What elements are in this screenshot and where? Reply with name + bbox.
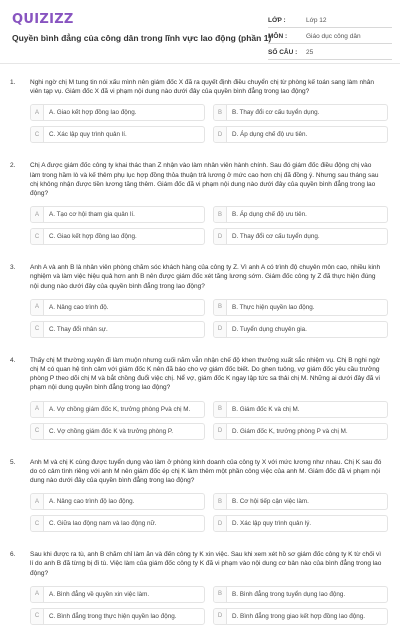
option-text: C. Vợ chồng giám đốc K và trưởng phòng P. bbox=[49, 427, 174, 435]
option-letter: C bbox=[31, 229, 44, 244]
question-item bbox=[0, 161, 400, 245]
option-text: A. Tạo cơ hội tham gia quản lí. bbox=[49, 211, 135, 219]
answer-option-b[interactable] bbox=[213, 299, 388, 316]
header-divider bbox=[0, 63, 400, 64]
answer-option-b[interactable] bbox=[213, 586, 388, 603]
question-number: 2. bbox=[10, 162, 16, 170]
option-text: A. Vợ chồng giám đốc K, trưởng phòng Pvà chị M. bbox=[49, 405, 191, 413]
question-number: 4. bbox=[10, 356, 16, 364]
option-text: A. Bình đẳng về quyền xin việc làm. bbox=[49, 590, 150, 598]
option-text: D. Giám đốc K, trưởng phòng P và chị M. bbox=[232, 427, 348, 435]
question-body bbox=[30, 161, 388, 245]
option-letter: D bbox=[214, 609, 227, 624]
meta-value: 25 bbox=[306, 49, 314, 56]
answer-options bbox=[30, 299, 388, 338]
option-text: C. Giao kết hợp đồng lao động. bbox=[49, 233, 137, 241]
answer-option-c[interactable] bbox=[30, 608, 205, 625]
option-text: D. Áp dụng chế độ ưu tiên. bbox=[232, 131, 308, 139]
option-text: B. Cơ hội tiếp cận việc làm. bbox=[232, 498, 309, 506]
question-text: Chị A được giám đốc công ty khai thác than Z nhận vào làm nhân viên hành chính. Sau đó giám đốc điều động chị vào làm trong hầm lò và kế thêm phụ lục hợp đồng thỏa thuận trả lương ở mức cao hơn chị đã đồng ý. Nhưng sau tháng sau chị không nhận được tiền lương tăng thêm. Giám đốc đã vi phạm nội dung nào dưới đây của quyền bình đẳng trong lao động? bbox=[30, 162, 379, 198]
option-letter: A bbox=[31, 105, 44, 120]
option-letter: B bbox=[214, 300, 227, 315]
question-body bbox=[30, 458, 388, 533]
question-item bbox=[0, 458, 400, 533]
option-letter: A bbox=[31, 587, 44, 602]
question-body bbox=[30, 263, 388, 338]
option-letter: B bbox=[214, 587, 227, 602]
answer-options bbox=[30, 401, 388, 440]
option-letter: C bbox=[31, 322, 44, 337]
option-text: B. Thay đổi cơ cấu tuyển dụng. bbox=[232, 109, 320, 117]
option-letter: A bbox=[31, 207, 44, 222]
question-body bbox=[30, 78, 388, 143]
quizizz-logo: QUIZIZZ bbox=[12, 12, 74, 27]
worksheet-title: Quyền bình đẳng của công dân trong lĩnh vực lao động (phần 1) bbox=[12, 33, 272, 43]
answer-option-a[interactable] bbox=[30, 299, 205, 316]
option-text: D. Bình đẳng trong giao kết hợp đồng lao động. bbox=[232, 612, 365, 620]
option-letter: D bbox=[214, 516, 227, 531]
option-text: D. Thay đổi cơ cấu tuyển dụng. bbox=[232, 233, 320, 241]
option-text: C. Bình đẳng trong thực hiện quyền lao động. bbox=[49, 612, 177, 620]
meta-row-count bbox=[268, 44, 392, 60]
question-item bbox=[0, 356, 400, 440]
question-text: Thấy chị M thường xuyên đi làm muộn nhưng cuối năm vẫn nhận chế độ khen thưởng xuất sắc nhiệm vụ. Chị B nghi ngờ chị M có quan hệ tình cảm với giám đốc K nên đã báo cho vợ giám đốc biết. Do ghen tuông, vợ giám đốc yêu cầu trưởng phòng P theo dõi chị M và bắt chồng đuổi việc chị. Nể vợ, giám đốc K ngay lập tức sa thải chị M. Những ai dưới đây đã vi phạm nội dung quyền bình đẳng trong lao động? bbox=[30, 356, 380, 392]
answer-option-a[interactable] bbox=[30, 206, 205, 223]
option-text: B. Thực hiện quyền lao động. bbox=[232, 303, 315, 311]
option-letter: B bbox=[214, 494, 227, 509]
option-text: A. Nâng cao trình độ. bbox=[49, 303, 109, 311]
option-letter: A bbox=[31, 402, 44, 417]
option-letter: C bbox=[31, 424, 44, 439]
option-letter: C bbox=[31, 516, 44, 531]
option-text: B. Áp dụng chế độ ưu tiên. bbox=[232, 211, 307, 219]
answer-option-a[interactable] bbox=[30, 493, 205, 510]
option-letter: D bbox=[214, 127, 227, 142]
option-text: D. Tuyển dụng chuyên gia. bbox=[232, 325, 307, 333]
meta-label: LỚP : bbox=[268, 17, 286, 24]
question-item bbox=[0, 78, 400, 143]
question-number: 5. bbox=[10, 458, 16, 466]
option-letter: A bbox=[31, 494, 44, 509]
option-letter: C bbox=[31, 609, 44, 624]
answer-options bbox=[30, 586, 388, 625]
worksheet-meta bbox=[268, 12, 392, 60]
answer-option-d[interactable] bbox=[213, 321, 388, 338]
answer-options bbox=[30, 493, 388, 532]
option-text: A. Giao kết hợp đồng lao động. bbox=[49, 109, 137, 117]
option-text: B. Bình đẳng trong tuyển dụng lao động. bbox=[232, 590, 346, 598]
meta-value: Giáo dục công dân bbox=[306, 33, 361, 40]
option-text: C. Thay đổi nhân sự. bbox=[49, 325, 108, 333]
answer-option-d[interactable] bbox=[213, 228, 388, 245]
answer-option-c[interactable] bbox=[30, 423, 205, 440]
question-body bbox=[30, 356, 388, 440]
worksheet-header bbox=[0, 0, 400, 62]
answer-option-b[interactable] bbox=[213, 206, 388, 223]
question-item bbox=[0, 550, 400, 625]
option-text: C. Xác lập quy trình quản lí. bbox=[49, 131, 127, 139]
answer-option-c[interactable] bbox=[30, 321, 205, 338]
question-list bbox=[0, 78, 400, 643]
answer-option-d[interactable] bbox=[213, 423, 388, 440]
meta-label: MÔN : bbox=[268, 33, 288, 40]
option-letter: B bbox=[214, 207, 227, 222]
question-item bbox=[0, 263, 400, 338]
answer-option-d[interactable] bbox=[213, 608, 388, 625]
meta-value: Lớp 12 bbox=[306, 17, 327, 24]
meta-row-subject bbox=[268, 28, 392, 44]
question-number: 1. bbox=[10, 79, 16, 86]
question-number: 3. bbox=[10, 264, 16, 272]
answer-option-c[interactable] bbox=[30, 515, 205, 532]
question-number: 6. bbox=[10, 551, 16, 559]
answer-option-a[interactable] bbox=[30, 586, 205, 603]
option-text: B. Giám đốc K và chị M. bbox=[232, 405, 300, 413]
option-letter: D bbox=[214, 229, 227, 244]
question-text: Anh A và anh B là nhân viên phòng chăm sóc khách hàng của công ty Z. Vì anh A có trình độ chuyên môn cao, nhiều kinh nghiệm và làm việc hiệu quả hơn anh B nên được giám đốc xét tăng lương sớm. Giám đốc công ty Z đã thực hiện đúng nội dung nào dưới đây của quyền bình đẳng trong lao động? bbox=[30, 264, 381, 290]
meta-label: SỐ CÂU : bbox=[268, 49, 298, 56]
option-text: A. Nâng cao trình độ lao động. bbox=[49, 498, 135, 506]
answer-option-d[interactable] bbox=[213, 126, 388, 143]
answer-options bbox=[30, 206, 388, 245]
option-text: C. Giữa lao động nam và lao động nữ. bbox=[49, 520, 157, 528]
option-letter: D bbox=[214, 322, 227, 337]
option-letter: B bbox=[214, 105, 227, 120]
question-text: Sau khi được ra tù, anh B chăm chỉ làm ăn và đến công ty K xin việc. Sau khi xem xét hồ sơ giám đốc công ty K từ chối vì lí do anh B đã từng bị đi tù. Việc làm của giám đốc công ty K đã vi phạm vào nội dung cơ bản nào của bình đẳng trong lao động? bbox=[30, 551, 382, 577]
option-letter: B bbox=[214, 402, 227, 417]
option-letter: A bbox=[31, 300, 44, 315]
answer-option-c[interactable] bbox=[30, 228, 205, 245]
question-text: Nghi ngờ chị M tung tin nói xấu mình nên giám đốc X đã ra quyết định điều chuyển chị từ phòng kế toán sang làm nhân viên tạp vụ. Giám đốc X đã vi phạm nội dung nào dưới đây của quyền bình đẳng trong lao động? bbox=[30, 79, 374, 96]
option-letter: D bbox=[214, 424, 227, 439]
answer-option-a[interactable] bbox=[30, 104, 205, 121]
option-text: D. Xác lập quy trình quản lý. bbox=[232, 520, 312, 528]
option-letter: C bbox=[31, 127, 44, 142]
answer-option-a[interactable] bbox=[30, 401, 205, 418]
answer-options bbox=[30, 104, 388, 143]
meta-row-class bbox=[268, 12, 392, 28]
question-text: Anh M và chị K cùng được tuyển dụng vào làm ở phòng kinh doanh của công ty X với mức lương như nhau. Chị K sau đó do có cảm tình riêng với anh M nên giám đốc ép chị K làm thêm một phần công việc của anh M. Giám đốc đã vi phạm nội dung nào dưới đây của quyền bình đẳng trong lao động? bbox=[30, 458, 382, 485]
question-body bbox=[30, 550, 388, 625]
answer-option-b[interactable] bbox=[213, 493, 388, 510]
answer-option-b[interactable] bbox=[213, 401, 388, 418]
answer-option-b[interactable] bbox=[213, 104, 388, 121]
answer-option-d[interactable] bbox=[213, 515, 388, 532]
answer-option-c[interactable] bbox=[30, 126, 205, 143]
